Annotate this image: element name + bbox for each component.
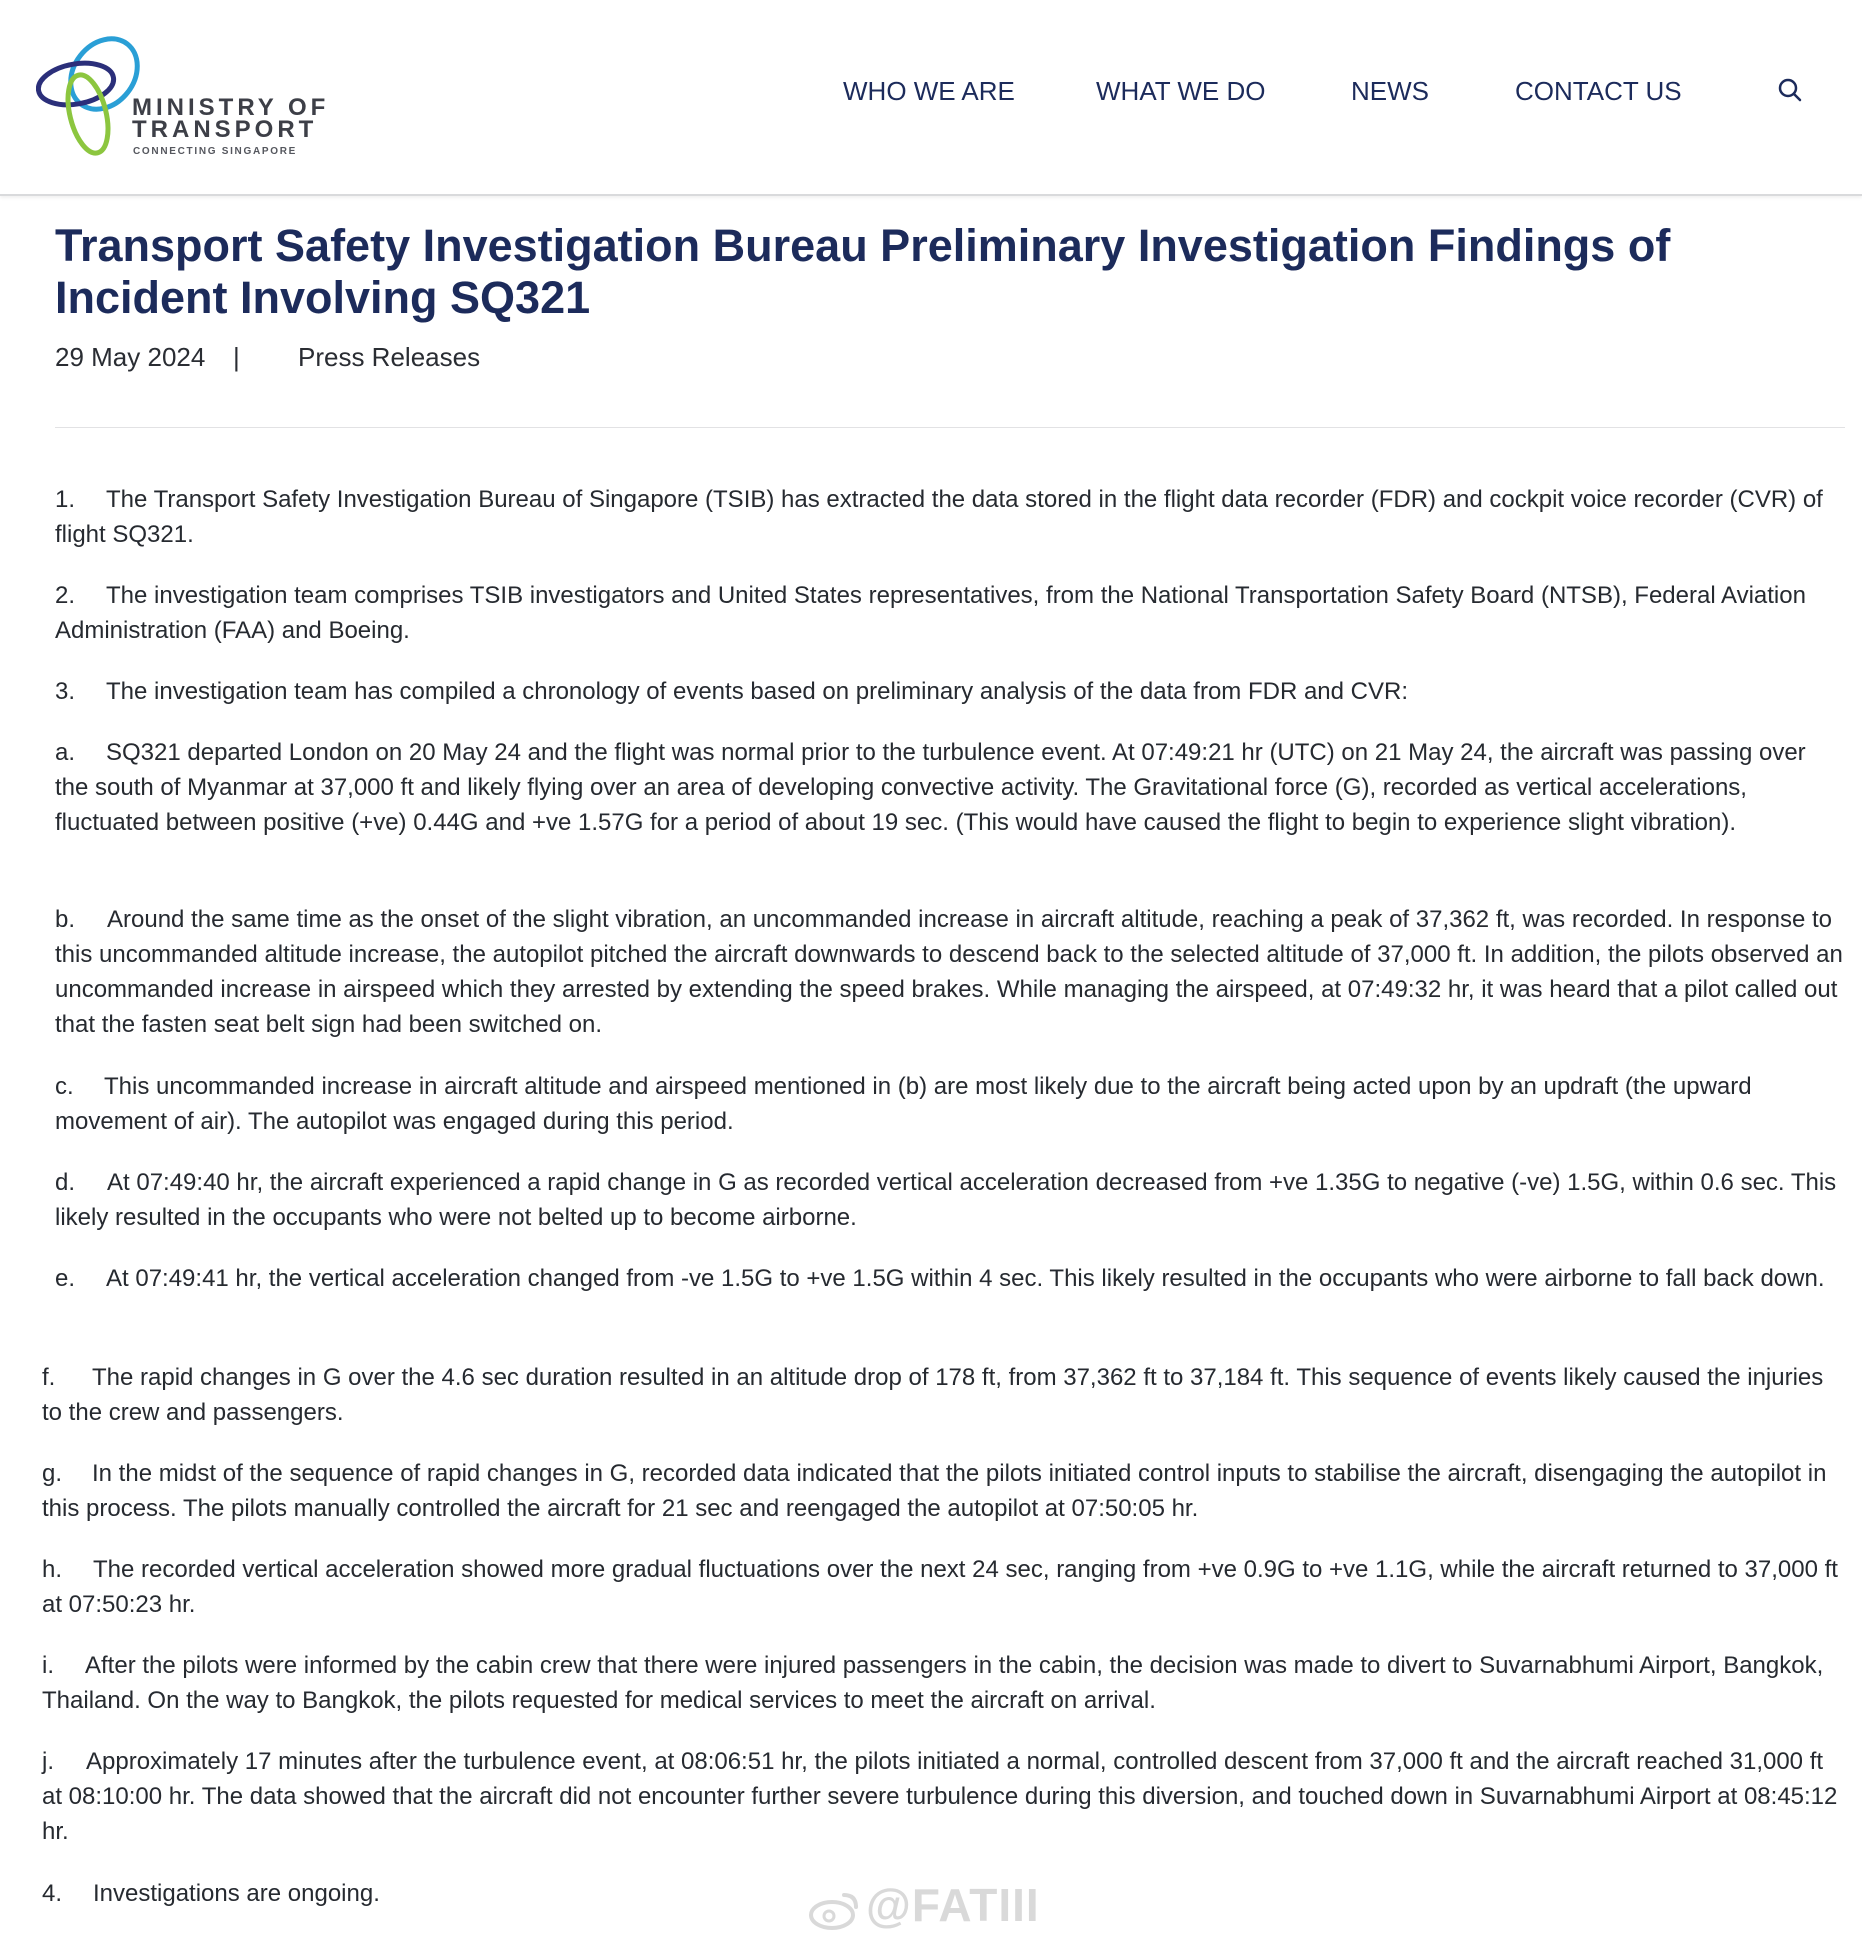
paragraph-f xyxy=(42,1360,1842,1430)
paragraph-a xyxy=(55,735,1845,840)
paragraph-d xyxy=(55,1165,1845,1235)
divider xyxy=(55,427,1845,428)
paragraph-marker: 1. xyxy=(55,486,76,513)
paragraph-marker: e. xyxy=(55,1265,76,1292)
paragraph-marker: j. xyxy=(42,1748,54,1775)
logo-line-2: TRANSPORT xyxy=(132,116,318,143)
nav-who-we-are[interactable]: WHO WE ARE xyxy=(843,76,1015,106)
nav-contact-us[interactable]: CONTACT US xyxy=(1515,76,1682,106)
paragraph-text: The Transport Safety Investigation Bureau of Singapore (TSIB) has extracted the data stored in the flight data recorder (FDR) and cockpit voice recorder (CVR) of flight SQ321. xyxy=(55,486,1823,548)
paragraph-text: At 07:49:41 hr, the vertical acceleration changed from -ve 1.5G to +ve 1.5G within 4 sec. This likely resulted in the occupants who were airborne to fall back down. xyxy=(106,1265,1825,1292)
paragraph-j xyxy=(42,1744,1842,1849)
paragraph-text: At 07:49:40 hr, the aircraft experienced a rapid change in G as recorded vertical acceleration decreased from +ve 1.35G to negative (-ve) 1.5G, within 0.6 sec. This likely resulted in the occupants who were not belted up to become airborne. xyxy=(55,1169,1837,1231)
paragraph-2 xyxy=(55,578,1845,648)
paragraph-text: Around the same time as the onset of the slight vibration, an uncommanded increase in aircraft altitude, reaching a peak of 37,362 ft, was recorded. In response to this uncommanded altitude increase, the autopilot pitched the aircraft downwards to descend back to the selected altitude of 37,000 ft. In addition, the pilots observed an uncommanded increase in airspeed which they arrested by extending the speed brakes. While managing the airspeed, at 07:49:32 hr, it was heard that a pilot called out that the fasten seat belt sign had been switched on. xyxy=(55,906,1843,1038)
logo-line-1: MINISTRY OF xyxy=(132,94,330,121)
weibo-watermark xyxy=(808,1880,1040,1930)
paragraph-e xyxy=(55,1261,1845,1296)
article-meta xyxy=(55,340,481,374)
paragraph-text: Investigations are ongoing. xyxy=(93,1880,380,1907)
page-title: Transport Safety Investigation Bureau Preliminary Investigation Findings of Incident Involving SQ321 xyxy=(55,220,1671,323)
paragraph-h xyxy=(42,1552,1842,1622)
paragraph-text: The investigation team comprises TSIB investigators and United States representatives, from the National Transportation Safety Board (NTSB), Federal Aviation Administration (FAA) and Boeing. xyxy=(55,582,1806,644)
paragraph-marker: a. xyxy=(55,739,76,766)
paragraph-marker: f. xyxy=(42,1364,56,1391)
paragraph-text: The investigation team has compiled a chronology of events based on preliminary analysis of the data from FDR and CVR: xyxy=(106,678,1408,705)
paragraph-marker: 3. xyxy=(55,678,76,705)
nav-news[interactable]: NEWS xyxy=(1351,76,1429,106)
paragraph-text: SQ321 departed London on 20 May 24 and the flight was normal prior to the turbulence event. At 07:49:21 hr (UTC) on 21 May 24, the aircraft was passing over the south of Myanmar at 37,000 ft and likely flying over an area of developing convective activity. The Gravitational force (G), recorded as vertical accelerations, fluctuated between positive (+ve) 0.44G and +ve 1.57G for a period of about 19 sec. (This would have caused the flight to begin to experience slight vibration). xyxy=(55,739,1806,836)
nav-what-we-do[interactable]: WHAT WE DO xyxy=(1096,76,1266,106)
paragraph-marker: d. xyxy=(55,1169,76,1196)
weibo-icon xyxy=(808,1887,862,1931)
paragraph-text: After the pilots were informed by the cabin crew that there were injured passengers in the cabin, the decision was made to divert to Suvarnabhumi Airport, Bangkok, Thailand. On the way to Bangkok, the pilots requested for medical services to meet the aircraft on arrival. xyxy=(42,1652,1824,1714)
paragraph-marker: 2. xyxy=(55,582,76,609)
paragraph-marker: i. xyxy=(42,1652,54,1679)
search-icon[interactable] xyxy=(1776,76,1804,104)
article-category-link[interactable]: Press Releases xyxy=(298,342,481,372)
paragraph-b xyxy=(55,902,1845,1042)
paragraph-c xyxy=(55,1069,1845,1139)
paragraph-3 xyxy=(55,674,1845,709)
ministry-logo[interactable] xyxy=(36,28,336,164)
paragraph-marker: h. xyxy=(42,1556,63,1583)
logo-tagline: CONNECTING SINGAPORE xyxy=(133,146,298,157)
site-header xyxy=(0,0,1862,196)
paragraph-i xyxy=(42,1648,1842,1718)
article-date: 29 May 2024 xyxy=(55,342,206,372)
paragraph-g xyxy=(42,1456,1842,1526)
paragraph-text: This uncommanded increase in aircraft altitude and airspeed mentioned in (b) are most likely due to the aircraft being acted upon by an updraft (the upward movement of air). The autopilot was engaged during this period. xyxy=(55,1073,1752,1135)
paragraph-marker: b. xyxy=(55,906,76,933)
paragraph-text: Approximately 17 minutes after the turbulence event, at 08:06:51 hr, the pilots initiated a normal, controlled descent from 37,000 ft and the aircraft reached 31,000 ft at 08:10:00 hr. The data showed that the aircraft did not encounter further severe turbulence during this diversion, and touched down in Suvarnabhumi Airport at 08:45:12 hr. xyxy=(42,1748,1838,1845)
paragraph-text: The recorded vertical acceleration showed more gradual fluctuations over the next 24 sec, ranging from +ve 0.9G to +ve 1.1G, while the aircraft returned to 37,000 ft at 07:50:23 hr. xyxy=(42,1556,1838,1618)
meta-separator: | xyxy=(233,342,240,372)
paragraph-1 xyxy=(55,482,1845,552)
paragraph-marker: 4. xyxy=(42,1880,63,1907)
paragraph-marker: c. xyxy=(55,1073,74,1100)
paragraph-text: The rapid changes in G over the 4.6 sec duration resulted in an altitude drop of 178 ft, from 37,362 ft to 37,184 ft. This sequence of events likely caused the injuries to the crew and passengers. xyxy=(42,1364,1824,1426)
logo-rings-icon xyxy=(36,28,146,158)
paragraph-text: In the midst of the sequence of rapid changes in G, recorded data indicated that the pilots initiated control inputs to stabilise the aircraft, disengaging the autopilot in this process. The pilots manually controlled the aircraft for 21 sec and reengaged the autopilot at 07:50:05 hr. xyxy=(42,1460,1827,1522)
paragraph-marker: g. xyxy=(42,1460,63,1487)
watermark-text: @FATIII xyxy=(866,1879,1040,1931)
